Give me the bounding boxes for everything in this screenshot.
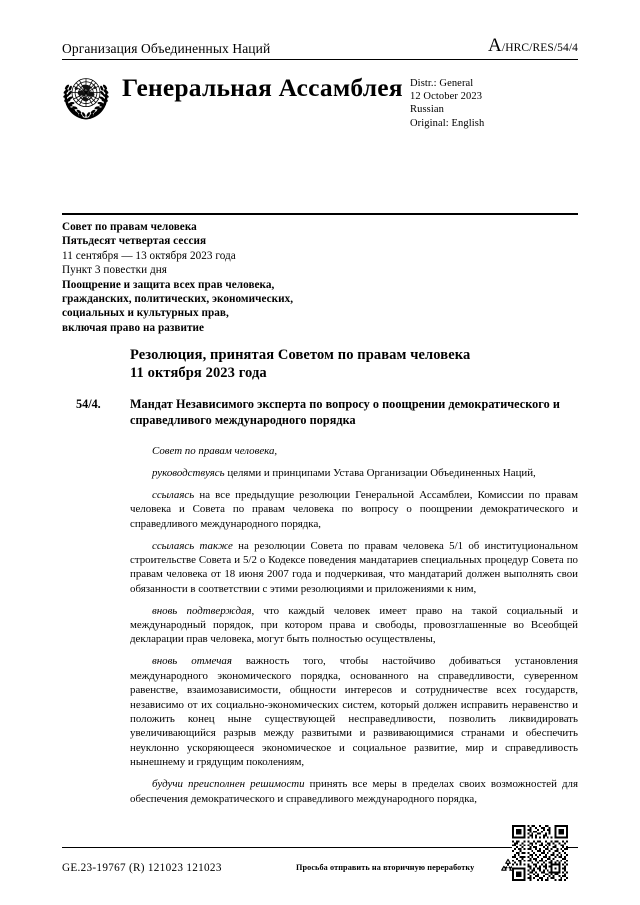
page-footer — [62, 852, 578, 892]
preamble-paragraph-lead: ссылаясь также — [152, 539, 233, 552]
resolution-title-row — [76, 396, 581, 428]
preamble-paragraph-list — [130, 466, 578, 806]
agenda-title-line-2: гражданских, политических, экономических, — [62, 293, 294, 306]
distribution-block — [410, 67, 578, 130]
agenda-title-line-4: включая право на развитие — [62, 321, 205, 334]
preamble-paragraph-text: целями и принципами Устава Организации Объединенных Наций, — [224, 466, 536, 479]
preamble-paragraph-lead: вновь подтверждая — [152, 604, 252, 617]
preamble-paragraph — [130, 654, 578, 769]
preamble-paragraph-text: важность того, чтобы настойчиво добиваться установления международного экономического порядка, основанного на справедливости, суверенном равенстве, взаимозависимости, общности интересов и сотрудничестве всех государств, независимо от их социально-экономических систем, который должен исправить неравенство и положить конец ныне существующей несправедливости, позволить ликвидировать увеличивающийся разрыв между развитыми и развивающимися странами и обеспечить неуклонно ускоряющееся экономическое и социальное развитие, мир и справедливость нынешнему и грядущим поколениям, — [130, 655, 578, 769]
resolution-heading-line-1: Резолюция, принятая Советом по правам человека — [130, 347, 471, 363]
preamble-paragraph-lead: ссылаясь — [152, 488, 195, 501]
preamble-paragraph — [130, 539, 578, 597]
resolution-heading-line-2: 11 октября 2023 года — [130, 365, 267, 381]
assembly-title: Генеральная Ассамблея — [122, 73, 403, 102]
session-block — [62, 220, 482, 335]
recycle-notice: Просьба отправить на вторичную переработку — [296, 863, 475, 872]
preamble-paragraph — [130, 466, 578, 480]
distribution-original: Original: English — [410, 117, 485, 129]
preamble-paragraph — [130, 604, 578, 647]
agenda-item: Пункт 3 повестки дня — [62, 264, 167, 277]
preamble-body — [130, 444, 578, 806]
preamble-paragraph-text: , что каждый человек имеет право на такой социальный и международный порядок, при котором права и свободы, провозглашенные во Всеобщей декларации прав человека, могут быть полностью осуществлены, — [130, 604, 578, 646]
agenda-title-line-1: Поощрение и защита всех прав человека, — [62, 278, 275, 291]
resolution-number: 54/4. — [76, 397, 101, 411]
document-symbol-rest: /HRC/RES/54/4 — [501, 42, 578, 54]
preamble-opening-text: Совет по правам человека, — [152, 445, 278, 457]
distribution-date: 12 October 2023 — [410, 91, 483, 103]
resolution-title: Мандат Независимого эксперта по вопросу о поощрении демократического и справедливого международного порядка — [130, 397, 560, 427]
preamble-paragraph-lead: вновь отмечая — [152, 655, 232, 668]
resolution-heading — [130, 346, 580, 382]
preamble-paragraph-text: принять все меры в пределах своих возможностей для обеспечения демократического и справедливого международного порядка, — [130, 778, 578, 805]
distribution-language: Russian — [410, 104, 444, 116]
document-symbol-prefix: A — [488, 35, 502, 56]
masthead-divider — [62, 59, 578, 60]
preamble-paragraph-lead: будучи преисполнен решимости — [152, 778, 305, 791]
masthead — [62, 34, 578, 130]
preamble-paragraph — [130, 488, 578, 531]
distribution-type: Distr.: General — [410, 78, 474, 89]
preamble-paragraph-text: на резолюции Совета по правам человека 5/1 об институциональном строительстве Совета и 5/2 о Кодексе поведения мандатариев специальных процедур Совета по правам человека от 18 июня 2007 года и подчеркивая, что мандатарий должен выполнять свои обязанности в соответствии с этими резолюциями и приложениями к ним, — [130, 539, 578, 595]
session-dates: 11 сентября — 13 октября 2023 года — [62, 249, 236, 262]
agenda-title-line-3: социальных и культурных прав, — [62, 307, 229, 320]
organization-name: Организация Объединенных Наций — [62, 41, 271, 56]
preamble-paragraph-lead: руководствуясь — [152, 466, 225, 479]
preamble-paragraph — [130, 777, 578, 806]
preamble-opening — [130, 444, 578, 458]
session-number: Пятьдесят четвертая сессия — [62, 235, 207, 248]
council-name: Совет по правам человека — [62, 221, 197, 233]
footer-divider — [62, 847, 578, 848]
masthead-top-row — [62, 34, 578, 56]
masthead-body-row — [62, 67, 578, 130]
section-divider — [62, 213, 578, 215]
job-number: GE.23-19767 (R) 121023 121023 — [62, 862, 222, 874]
un-emblem-icon — [58, 68, 114, 124]
document-symbol — [488, 35, 578, 56]
qr-code-icon — [512, 825, 568, 881]
preamble-paragraph-text: на все предыдущие резолюции Генеральной Ассамблеи, Комиссии по правам человека и Совета по правам человека по вопросу о поощрении демократического и справедливого международного порядка, — [130, 488, 578, 530]
